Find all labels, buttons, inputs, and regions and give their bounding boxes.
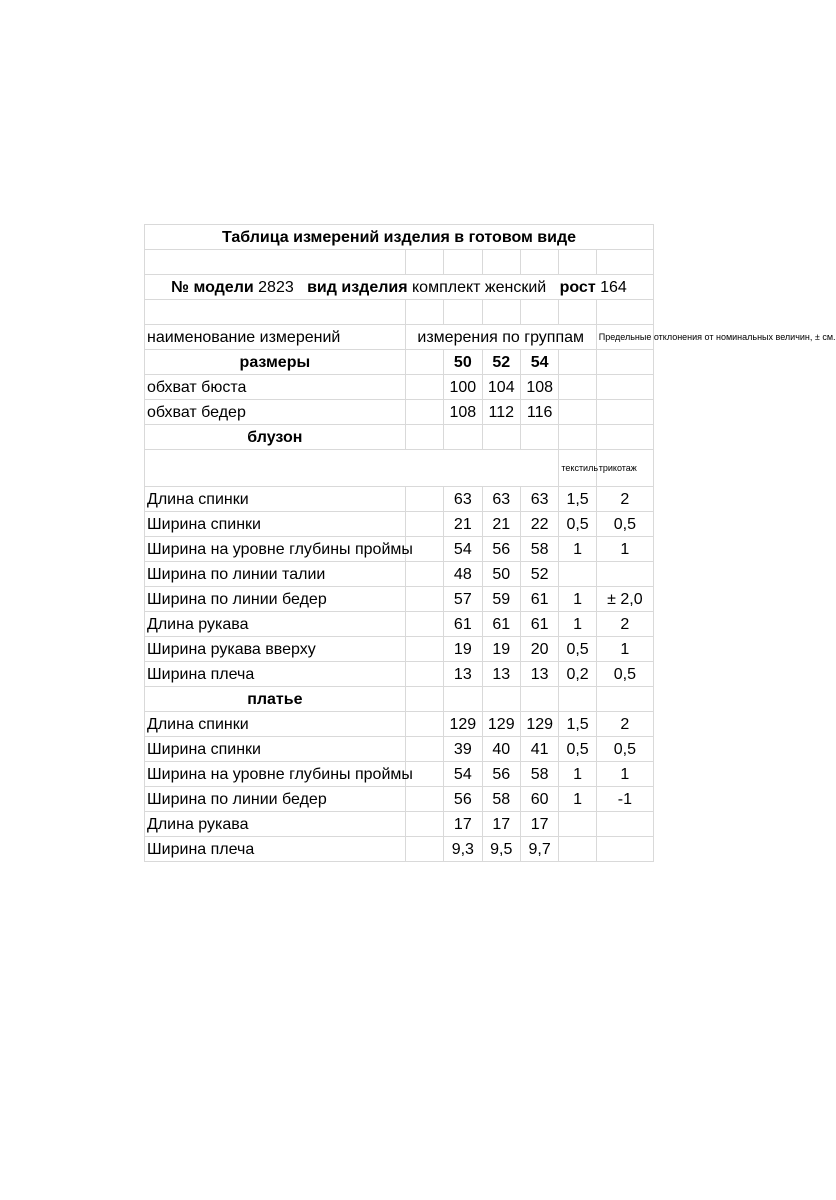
section-label: блузон (145, 425, 406, 450)
blank-cell (405, 662, 443, 687)
tolerance-knit: -1 (596, 787, 653, 812)
value-size-54: 61 (520, 587, 558, 612)
blank-cell (405, 587, 443, 612)
value-size-54: 41 (520, 737, 558, 762)
blank-cell (596, 425, 653, 450)
table-row (145, 662, 654, 687)
tolerance-textile (559, 837, 596, 862)
tolerance-knit: 1 (596, 762, 653, 787)
blank-cell (405, 512, 443, 537)
value-size-50: 56 (444, 787, 482, 812)
table-row (145, 587, 654, 612)
value-size-52: 61 (482, 612, 520, 637)
table-row (145, 762, 654, 787)
measurement-name: Ширина на уровне глубины проймы (145, 537, 406, 562)
value-size-50: 13 (444, 662, 482, 687)
blank-cell (405, 812, 443, 837)
table-row (145, 400, 654, 425)
value-size-50: 129 (444, 712, 482, 737)
tolerance-knit: ± 2,0 (596, 587, 653, 612)
table-row (145, 512, 654, 537)
measurement-table (144, 224, 836, 862)
table-row (145, 712, 654, 737)
tolerance-knit: 0,5 (596, 737, 653, 762)
blank-cell (596, 400, 653, 425)
tolerance-textile: 0,2 (559, 662, 596, 687)
measurement-name: обхват бюста (145, 375, 406, 400)
value-size-52: 63 (482, 487, 520, 512)
height-value: 164 (600, 278, 627, 296)
blank-cell (559, 350, 596, 375)
value-size-50: 19 (444, 637, 482, 662)
value-size-52: 21 (482, 512, 520, 537)
table-row (145, 562, 654, 587)
sizes-label: размеры (145, 350, 406, 375)
measurement-name: Ширина плеча (145, 837, 406, 862)
spacer-row (145, 250, 654, 275)
blank-cell (482, 425, 520, 450)
value-size-52: 104 (482, 375, 520, 400)
tolerance-textile (559, 812, 596, 837)
blank-cell (520, 425, 558, 450)
value-size-52: 129 (482, 712, 520, 737)
blank-cell (405, 787, 443, 812)
tolerance-textile: 1 (559, 787, 596, 812)
type-value: комплект женский (412, 278, 547, 296)
measurement-name: Длина рукава (145, 812, 406, 837)
value-size-50: 17 (444, 812, 482, 837)
section-label-row (145, 687, 654, 712)
model-value: 2823 (258, 278, 294, 296)
blank-cell (405, 837, 443, 862)
blank-cell (405, 400, 443, 425)
blank-cell (559, 425, 596, 450)
tolerance-textile-header: текстиль (559, 450, 596, 487)
value-size-50: 39 (444, 737, 482, 762)
blank-cell (482, 687, 520, 712)
height-label: рост (559, 278, 596, 296)
value-size-52: 50 (482, 562, 520, 587)
table-row (145, 537, 654, 562)
tolerance-knit: 1 (596, 637, 653, 662)
value-size-50: 21 (444, 512, 482, 537)
value-size-50: 48 (444, 562, 482, 587)
value-size-50: 57 (444, 587, 482, 612)
value-size-50: 100 (444, 375, 482, 400)
blank-cell (405, 737, 443, 762)
blank-cell (596, 687, 653, 712)
value-size-52: 59 (482, 587, 520, 612)
section-label: платье (145, 687, 406, 712)
tolerance-knit: 2 (596, 612, 653, 637)
blank-cell (405, 637, 443, 662)
groups-col-header: измерения по группам (405, 325, 596, 350)
tolerance-textile: 0,5 (559, 637, 596, 662)
value-size-54: 58 (520, 762, 558, 787)
measurement-name: Ширина по линии бедер (145, 787, 406, 812)
spacer-row (145, 300, 654, 325)
value-size-54: 60 (520, 787, 558, 812)
size-54: 54 (520, 350, 558, 375)
blank-cell (559, 687, 596, 712)
value-size-50: 9,3 (444, 837, 482, 862)
measurement-name: Ширина плеча (145, 662, 406, 687)
tolerance-knit: 1 (596, 537, 653, 562)
measurement-name: Длина спинки (145, 712, 406, 737)
blank-cell (405, 687, 443, 712)
blank-cell (405, 375, 443, 400)
type-label: вид изделия (307, 278, 408, 296)
value-size-52: 13 (482, 662, 520, 687)
size-52: 52 (482, 350, 520, 375)
model-row (145, 275, 654, 300)
value-size-52: 17 (482, 812, 520, 837)
model-info (145, 275, 654, 300)
blank-cell (405, 425, 443, 450)
value-size-50: 54 (444, 762, 482, 787)
tolerance-knit: 0,5 (596, 512, 653, 537)
tolerance-col-header: Предельные отклонения от номинальных величин, ± см. (596, 325, 653, 350)
section-label-row (145, 425, 654, 450)
tolerance-textile: 0,5 (559, 737, 596, 762)
blank-cell (444, 425, 482, 450)
tolerance-textile: 1,5 (559, 487, 596, 512)
value-size-52: 56 (482, 537, 520, 562)
model-label: № модели (171, 278, 254, 296)
measurement-name: Ширина на уровне глубины проймы (145, 762, 406, 787)
blank-cell (596, 375, 653, 400)
value-size-50: 63 (444, 487, 482, 512)
tolerance-textile: 1,5 (559, 712, 596, 737)
value-size-50: 108 (444, 400, 482, 425)
blank-cell (405, 712, 443, 737)
value-size-50: 61 (444, 612, 482, 637)
blank-cell (405, 350, 443, 375)
value-size-54: 9,7 (520, 837, 558, 862)
value-size-52: 56 (482, 762, 520, 787)
tolerance-knit (596, 837, 653, 862)
table-title: Таблица измерений изделия в готовом виде (145, 225, 654, 250)
measurement-name: обхват бедер (145, 400, 406, 425)
value-size-52: 40 (482, 737, 520, 762)
measurement-name: Ширина по линии талии (145, 562, 406, 587)
name-col-header: наименование измерений (145, 325, 406, 350)
tolerance-textile: 1 (559, 612, 596, 637)
tolerance-knit-header: трикотаж (596, 450, 653, 487)
value-size-54: 22 (520, 512, 558, 537)
measurement-name: Ширина спинки (145, 737, 406, 762)
value-size-54: 13 (520, 662, 558, 687)
value-size-54: 61 (520, 612, 558, 637)
size-50: 50 (444, 350, 482, 375)
value-size-54: 20 (520, 637, 558, 662)
table-row (145, 487, 654, 512)
value-size-54: 58 (520, 537, 558, 562)
blank-cell (559, 400, 596, 425)
value-size-52: 112 (482, 400, 520, 425)
blank-cell (405, 562, 443, 587)
measurement-name: Ширина рукава вверху (145, 637, 406, 662)
tolerance-knit (596, 812, 653, 837)
value-size-54: 52 (520, 562, 558, 587)
blank-cell (596, 350, 653, 375)
tolerance-knit (596, 562, 653, 587)
tolerance-subheader-row (145, 450, 654, 487)
table-row (145, 787, 654, 812)
blank-cell (520, 687, 558, 712)
tolerance-textile: 1 (559, 762, 596, 787)
value-size-50: 54 (444, 537, 482, 562)
tolerance-knit: 0,5 (596, 662, 653, 687)
value-size-52: 19 (482, 637, 520, 662)
blank-cell (145, 450, 559, 487)
value-size-54: 129 (520, 712, 558, 737)
blank-cell (444, 687, 482, 712)
value-size-54: 17 (520, 812, 558, 837)
value-size-54: 116 (520, 400, 558, 425)
measurement-sheet (144, 224, 836, 862)
table-row (145, 375, 654, 400)
table-row (145, 737, 654, 762)
sizes-row (145, 350, 654, 375)
tolerance-knit: 2 (596, 712, 653, 737)
header-row (145, 325, 654, 350)
table-row (145, 612, 654, 637)
value-size-52: 58 (482, 787, 520, 812)
blank-cell (405, 612, 443, 637)
tolerance-textile: 1 (559, 537, 596, 562)
value-size-54: 108 (520, 375, 558, 400)
value-size-52: 9,5 (482, 837, 520, 862)
tolerance-knit: 2 (596, 487, 653, 512)
measurement-name: Длина спинки (145, 487, 406, 512)
value-size-54: 63 (520, 487, 558, 512)
blank-cell (405, 487, 443, 512)
measurement-name: Ширина спинки (145, 512, 406, 537)
measurement-name: Длина рукава (145, 612, 406, 637)
blank-cell (559, 375, 596, 400)
table-row (145, 812, 654, 837)
measurement-name: Ширина по линии бедер (145, 587, 406, 612)
tolerance-textile: 1 (559, 587, 596, 612)
table-row (145, 837, 654, 862)
table-row (145, 637, 654, 662)
tolerance-textile (559, 562, 596, 587)
title-row (145, 225, 654, 250)
tolerance-textile: 0,5 (559, 512, 596, 537)
